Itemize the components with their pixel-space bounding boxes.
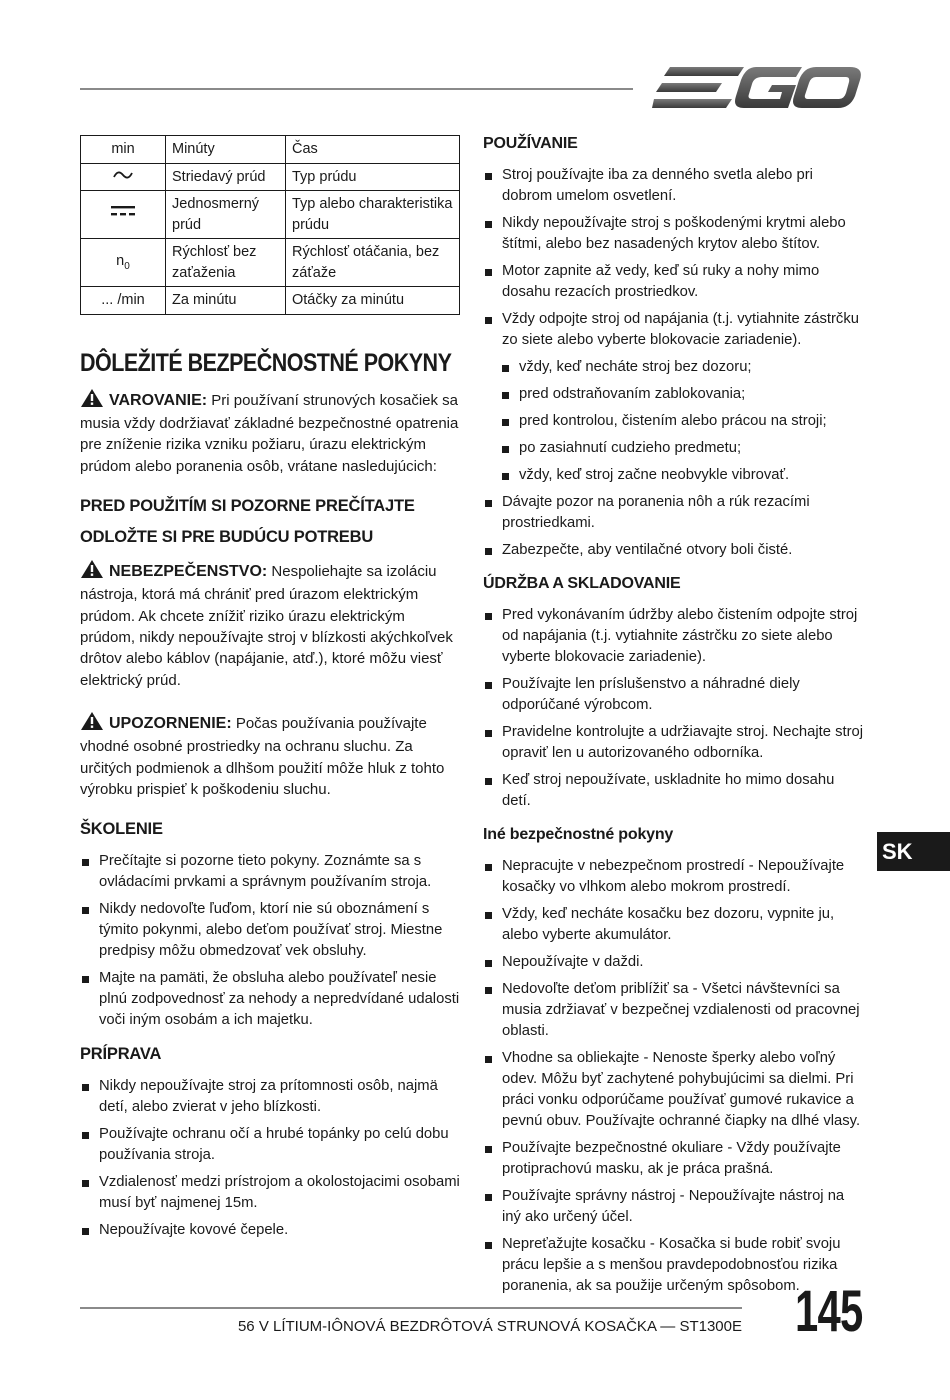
heading-maintenance: ÚDRŽBA A SKLADOVANIE [483, 575, 681, 592]
symbol-name-cell: Striedavý prúd [166, 163, 286, 191]
symbol-meaning-cell: Typ alebo charakteristika prúdu [286, 191, 460, 239]
right-column [483, 135, 865, 1311]
symbol-name-cell: Rýchlosť bez zaťaženia [166, 239, 286, 287]
list-item: Dávajte pozor na poranenia nôh a rúk rezacími prostriedkami. [483, 492, 865, 534]
danger-text: Nespoliehajte sa izoláciu nástroja, ktorá má chrániť pred úrazom elektrickým prúdom. Ak chcete znížiť riziko úrazu elektrickým prúdom, nikdy nepoužívajte stroj v blízkosti akýchkoľvek drôtov alebo káblov (napájanie, atď.), ktoré môžu viesť elektrický prúd. [80, 563, 453, 689]
heading-training: ŠKOLENIE [80, 820, 163, 839]
caution-paragraph [80, 711, 460, 800]
list-item: Stroj používajte iba za denného svetla alebo pri dobrom umelom osvetlení. [483, 165, 865, 207]
warning-paragraph [80, 388, 460, 477]
sub-list-item: po zasiahnutí cudzieho predmetu; [500, 438, 865, 459]
warning-label: VAROVANIE: [109, 392, 208, 410]
section-title: DÔLEŽITÉ BEZPEČNOSTNÉ POKYNY [80, 349, 452, 378]
heading-usage: POUŽÍVANIE [483, 135, 578, 152]
table-row [81, 191, 460, 239]
footer-divider [80, 1307, 742, 1309]
danger-paragraph [80, 559, 460, 691]
preparation-list [80, 1076, 460, 1241]
list-item: Vhodne sa obliekajte - Nenoste šperky alebo voľný odev. Môžu byť zachytené pohybujúcimi sa dielmi. Pri práci vonku odporúčame používať gumové rukavice a pevnú obuv. Používajte ochranné čiapky na dlhé vlasy. [483, 1048, 865, 1132]
table-row [81, 163, 460, 191]
list-item: Motor zapnite až vedy, keď sú ruky a nohy mimo dosahu rezacích prostriedkov. [483, 261, 865, 303]
list-item: Nikdy nepoužívajte stroj za prítomnosti osôb, najmä detí, alebo zvierat v jeho blízkosti. [80, 1076, 460, 1118]
language-tab: SK [877, 832, 950, 871]
list-item: Nepoužívajte kovové čepele. [80, 1220, 460, 1241]
list-item: Pred vykonávaním údržby alebo čistením odpojte stroj od napájania (t.j. vytiahnite zástrčku zo siete alebo vyberte blokovacie zariadenie). [483, 605, 865, 668]
list-item: Zabezpečte, aby ventilačné otvory boli čisté. [483, 540, 865, 561]
symbol-cell: min [81, 136, 166, 164]
sub-list-item: pred kontrolou, čistením alebo prácou na stroji; [500, 411, 865, 432]
warning-triangle-icon [80, 711, 104, 731]
symbol-name-cell: Jednosmerný prúd [166, 191, 286, 239]
table-row [81, 239, 460, 287]
list-item: Nikdy nedovoľte ľuďom, ktorí nie sú oboznámení s týmito pokynmi, alebo deťom používať stroj. Miestne predpisy môžu obmedzovať vek obsluhy. [80, 899, 460, 962]
list-item: Nedovoľte deťom priblížiť sa - Všetci návštevníci sa musia zdržiavať v bezpečnej vzdialenosti od pracovnej oblasti. [483, 979, 865, 1042]
list-item: Pravidelne kontrolujte a udržiavajte stroj. Nechajte stroj opraviť len u autorizovaného odborníka. [483, 722, 865, 764]
usage-list [483, 165, 865, 561]
symbol-meaning-cell: Rýchlosť otáčania, bez záťaže [286, 239, 460, 287]
sub-list-item: pred odstraňovaním zablokovania; [500, 384, 865, 405]
table-row [81, 287, 460, 315]
list-item: Prečítajte si pozorne tieto pokyny. Zoznámte sa s ovládacími prvkami a správnym používaním stroja. [80, 851, 460, 893]
maintenance-list [483, 605, 865, 812]
table-row [81, 136, 460, 164]
heading-other-safety: Iné bezpečnostné pokyny [483, 826, 674, 843]
page-number: 145 [795, 1279, 863, 1344]
symbol-meaning-cell: Typ prúdu [286, 163, 460, 191]
list-item: Nepoužívajte v daždi. [483, 952, 865, 973]
warning-text: Pri používaní strunových kosačiek sa musia vždy dodržiavať základné bezpečnostné opatrenia pre zníženie rizika vzniku požiaru, úrazu elektrickým prúdom alebo poranenia osôb, vrátane nasledujúcich: [80, 392, 459, 475]
symbol-name-cell: Za minútu [166, 287, 286, 315]
dc-current-icon [110, 204, 136, 218]
warning-triangle-icon [80, 559, 104, 579]
list-item: Vždy odpojte stroj od napájania (t.j. vytiahnite zástrčku zo siete alebo vyberte blokovacie zariadenie). [483, 309, 865, 351]
list-item: Nepreťažujte kosačku - Kosačka si bude robiť svoju prácu lepšie a s menšou pravdepodobnosťou rizika poranenia, ak sa použije určeným spôsobom. [483, 1234, 865, 1297]
symbol-meaning-cell: Otáčky za minútu [286, 287, 460, 315]
symbol-cell: ... /min [81, 287, 166, 315]
list-item: Keď stroj nepoužívate, uskladnite ho mimo dosahu detí. [483, 770, 865, 812]
list-item: Nepracujte v nebezpečnom prostredí - Nepoužívajte kosačky vo vlhkom alebo mokrom prostredí. [483, 856, 865, 898]
list-item: Vzdialenosť medzi prístrojom a okolostojacimi osobami musí byť najmenej 15m. [80, 1172, 460, 1214]
other-safety-list [483, 856, 865, 1297]
heading-keep-for-future: ODLOŽTE SI PRE BUDÚCU POTREBU [80, 528, 374, 547]
list-item: Používajte bezpečnostné okuliare - Vždy používajte protiprachovú masku, ak je práca prašná. [483, 1138, 865, 1180]
ego-logo [652, 64, 862, 117]
warning-triangle-icon [80, 388, 104, 408]
sub-list-item: vždy, keď necháte stroj bez dozoru; [500, 357, 865, 378]
symbol-meaning-cell: Čas [286, 136, 460, 164]
training-list [80, 851, 460, 1031]
symbols-table [80, 135, 460, 315]
symbol-cell [81, 191, 166, 239]
list-item: Používajte správny nástroj - Nepoužívajte nástroj na iný ako určený účel. [483, 1186, 865, 1228]
footer-product-title: 56 V LÍTIUM-IÔNOVÁ BEZDRÔTOVÁ STRUNOVÁ KOSAČKA — ST1300E [237, 1318, 742, 1335]
caution-label: UPOZORNENIE: [109, 715, 232, 733]
caution-text: Počas používania používajte vhodné osobné prostriedky na ochranu sluchu. Za určitých podmienok a dlhšom použití môže hluk z tohto výrobku prispieť k poškodeniu sluchu. [80, 715, 445, 799]
header-divider [80, 88, 633, 90]
symbol-name-cell: Minúty [166, 136, 286, 164]
heading-preparation: PRÍPRAVA [80, 1045, 162, 1064]
left-column [80, 135, 460, 1255]
symbol-cell: $n_0$ [81, 239, 166, 287]
list-item: Používajte ochranu očí a hrubé topánky po celú dobu používania stroja. [80, 1124, 460, 1166]
sub-list-item: vždy, keď stroj začne neobvykle vibrovať. [500, 465, 865, 486]
list-item: Nikdy nepoužívajte stroj s poškodenými krytmi alebo štítmi, alebo bez nasadených krytov alebo štítov. [483, 213, 865, 255]
list-item: Vždy, keď necháte kosačku bez dozoru, vypnite ju, alebo vyberte akumulátor. [483, 904, 865, 946]
ac-current-icon [112, 169, 134, 181]
list-item: Majte na pamäti, že obsluha alebo používateľ nesie plnú zodpovednosť za nehody a nepredvídané udalosti voči iným osobám a ich majetku. [80, 968, 460, 1031]
list-item: Používajte len príslušenstvo a náhradné diely odporúčané výrobcom. [483, 674, 865, 716]
symbol-cell [81, 163, 166, 191]
danger-label: NEBEZPEČENSTVO: [109, 563, 268, 581]
heading-read-carefully: PRED POUŽITÍM SI POZORNE PREČÍTAJTE [80, 497, 415, 516]
